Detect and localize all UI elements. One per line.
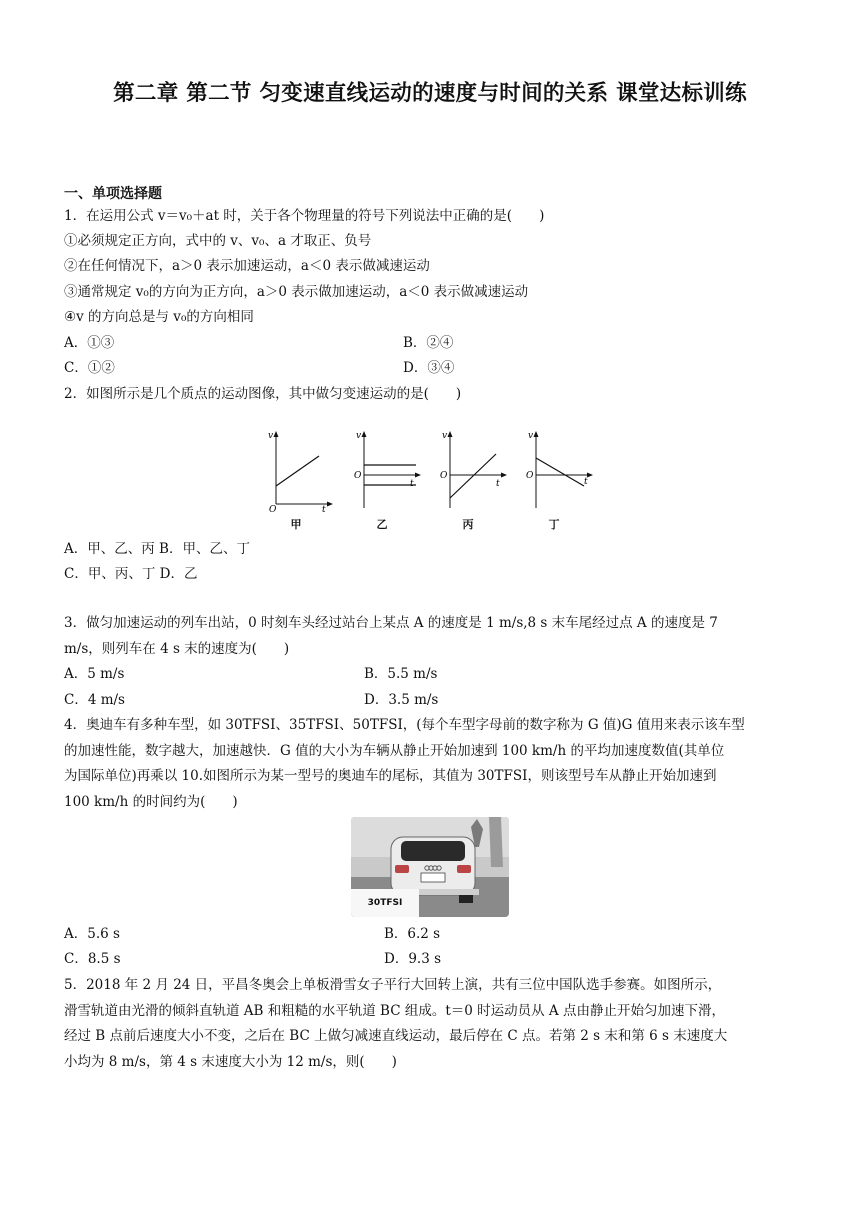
q1-statement-2: ②在任何情况下，a＞0 表示加速运动，a＜0 表示做减速运动 [64, 258, 430, 274]
q1-option-b[interactable]: B．②④ [403, 335, 454, 351]
q1-option-a[interactable]: A．①③ [64, 335, 115, 351]
graph-yi [342, 428, 422, 532]
q5-stem-line2: 滑雪轨道由光滑的倾斜直轨道 AB 和粗糙的水平轨道 BC 组成。t＝0 时运动员从 A 点由静止开始匀加速下滑， [64, 1003, 725, 1019]
v-axis-label: v [528, 431, 534, 441]
t-axis-label: t [584, 477, 588, 487]
v-axis-label: v [356, 431, 362, 441]
q4-stem-line1: 4．奥迪车有多种车型，如 30TFSI、35TFSI、50TFSI，(每个车型字母前的数字称为 G 值)G 值用来表示该车型 [64, 717, 745, 733]
q4-option-a[interactable]: A．5.6 s [64, 926, 120, 942]
q1-stem: 1．在运用公式 v＝v₀＋at 时，关于各个物理量的符号下列说法中正确的是( ) [64, 208, 545, 224]
q3-option-c[interactable]: C．4 m/s [64, 692, 125, 708]
graph-caption: 甲 [290, 518, 302, 531]
q3-option-a[interactable]: A．5 m/s [64, 666, 125, 682]
q3-option-b[interactable]: B．5.5 m/s [364, 666, 438, 682]
graph-ding [514, 428, 594, 532]
origin-label: O [354, 471, 362, 481]
origin-label: O [269, 505, 277, 512]
t-axis-label: t [496, 479, 500, 489]
q5-stem-line3: 经过 B 点前后速度大小不变，之后在 BC 上做匀减速直线运动，最后停在 C 点。若第 2 s 末和第 6 s 末速度大 [64, 1028, 728, 1044]
v-axis-label: v [442, 431, 448, 441]
q1-option-c[interactable]: C．①② [64, 360, 115, 376]
q2-options-ab[interactable]: A．甲、乙、丙 B．甲、乙、丁 [64, 541, 250, 557]
q4-stem-line2: 的加速性能，数字越大，加速越快．G 值的大小为车辆从静止开始加速到 100 km/h 的平均加速度数值(其单位 [64, 743, 725, 759]
vt-graphs-figure [256, 428, 596, 532]
q3-stem-line2: m/s，则列车在 4 s 末的速度为( ) [64, 641, 290, 657]
graph-jia [256, 428, 336, 532]
t-axis-label: t [410, 479, 414, 489]
q4-stem-line3: 为国际单位)再乘以 10.如图所示为某一型号的奥迪车的尾标，其值为 30TFSI，则该型号车从静止开始加速到 [64, 768, 717, 784]
graph-caption: 丙 [462, 518, 474, 531]
q2-stem: 2．如图所示是几个质点的运动图像，其中做匀变速运动的是( ) [64, 386, 462, 402]
q4-option-b[interactable]: B．6.2 s [384, 926, 441, 942]
q2-options-cd[interactable]: C．甲、丙、丁 D．乙 [64, 566, 198, 582]
q1-statement-1: ①必须规定正方向，式中的 v、v₀、a 才取正、负号 [64, 233, 372, 249]
graph-caption: 乙 [376, 518, 388, 531]
t-axis-label: t [322, 505, 326, 512]
section-heading: 一、单项选择题 [64, 186, 162, 202]
q1-statement-3: ③通常规定 v₀的方向为正方向，a＞0 表示做加速运动，a＜0 表示做减速运动 [64, 284, 529, 300]
v-axis-label: v [268, 431, 274, 441]
model-badge-label: 30TFSI [351, 889, 419, 917]
origin-label: O [440, 471, 448, 481]
q1-statement-4: ④v 的方向总是与 v₀的方向相同 [64, 309, 254, 325]
graph-bing [428, 428, 508, 532]
page-title: 第二章 第二节 匀变速直线运动的速度与时间的关系 课堂达标训练 [113, 81, 747, 106]
q4-stem-line4: 100 km/h 的时间约为( ) [64, 794, 238, 810]
q3-stem-line1: 3．做匀加速运动的列车出站，0 时刻车头经过站台上某点 A 的速度是 1 m/s,8 s 末车尾经过点 A 的速度是 7 [64, 615, 718, 631]
q5-stem-line4: 小均为 8 m/s，第 4 s 末速度大小为 12 m/s，则( ) [64, 1054, 397, 1070]
audi-rear-photo [351, 817, 509, 917]
q4-option-c[interactable]: C．8.5 s [64, 951, 121, 967]
q5-stem-line1: 5．2018 年 2 月 24 日，平昌冬奥会上单板滑雪女子平行大回转上演，共有三位中国队选手参赛。如图所示， [64, 977, 722, 993]
q1-option-d[interactable]: D．③④ [403, 360, 455, 376]
graph-caption: 丁 [548, 518, 560, 531]
origin-label: O [526, 471, 534, 481]
q4-option-d[interactable]: D．9.3 s [384, 951, 442, 967]
q3-option-d[interactable]: D．3.5 m/s [364, 692, 439, 708]
